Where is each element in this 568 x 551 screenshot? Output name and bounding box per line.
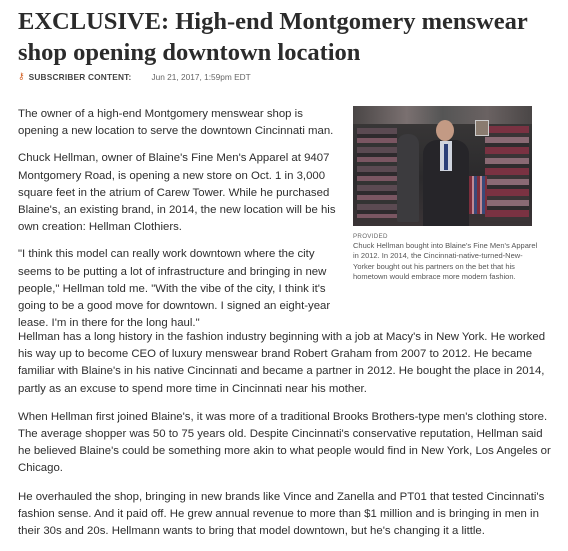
photo-tie-rack: [469, 176, 487, 214]
paragraph: The owner of a high-end Montgomery menswear shop is opening a new location to serve the downtown Cincinnati man.: [18, 108, 334, 138]
photo-mannequin: [397, 134, 419, 222]
photo-shelf-left: [357, 128, 397, 218]
paragraph: "I think this model can really work downtown where the city seems to be putting a lot of infrastructure and bringing in new people," Hellman told me. "With the vibe of the city, I think it's going to be a good move for downtown. I signed an eight-year lease. I'm in there for the long haul.": [18, 248, 331, 330]
photo-credit: PROVIDED: [353, 233, 388, 240]
paragraph: Hellman has a long history in the fashion industry beginning with a job at Macy's in New York. He worked his way up to become CEO of luxury menswear brand Robert Graham from 2007 to 2012. He became familiar with Blaine's in his native Cincinnati and became a partner in 2012. He bought the place in 2014, partly as an excuse to spend more time in Cincinnati near his mother.: [18, 331, 546, 395]
publish-date: Jun 21, 2017, 1:59pm EDT: [151, 71, 251, 82]
photo-wall-frame: [475, 120, 489, 136]
article-headline: EXCLUSIVE: High-end Montgomery menswear shop opening downtown location: [18, 8, 528, 66]
photo-head: [436, 120, 454, 141]
body-text: [18, 329, 552, 551]
photo-shelf-right: [485, 126, 529, 221]
paragraph: He overhauled the shop, bringing in new brands like Vince and Zanella and PT01 that tested Cincinnati's fashion sense. And it paid off. He grew annual revenue to more than $1 million and is bringing in men in their 30s and 20s. Hellmann wants to bring that model downtown, but he's changing it a little.: [18, 490, 545, 538]
photo-caption: Chuck Hellman bought into Blaine's Fine Men's Apparel in 2012. In 2014, the Cincinnati-native-turned-New-Yorker bought out his partners on the bet that his hometown would embrace more modern fashion.: [353, 241, 538, 282]
key-icon: ⚷: [18, 71, 25, 81]
article-meta: [18, 71, 251, 82]
intro-text: [18, 106, 340, 342]
store-photo: [353, 106, 532, 226]
subscriber-label: SUBSCRIBER CONTENT:: [28, 71, 132, 82]
photo-tie: [444, 144, 448, 170]
paragraph: Chuck Hellman, owner of Blaine's Fine Men's Apparel at 9407 Montgomery Road, is opening a new store on Oct. 1 in 3,000 square feet in the atrium of Carew Tower. While he purchased Blaine's, an existing brand, in 2014, the new location will be his own creation: Hellman Clothiers.: [18, 152, 336, 234]
paragraph: When Hellman first joined Blaine's, it was more of a traditional Brooks Brothers-type men's clothing store. The average shopper was 50 to 75 years old. Despite Cincinnati's conservative reputation, Hellman said he believed Blaine's could be something more akin to what people would find in New York, Los Angeles or Chicago.: [18, 410, 551, 475]
